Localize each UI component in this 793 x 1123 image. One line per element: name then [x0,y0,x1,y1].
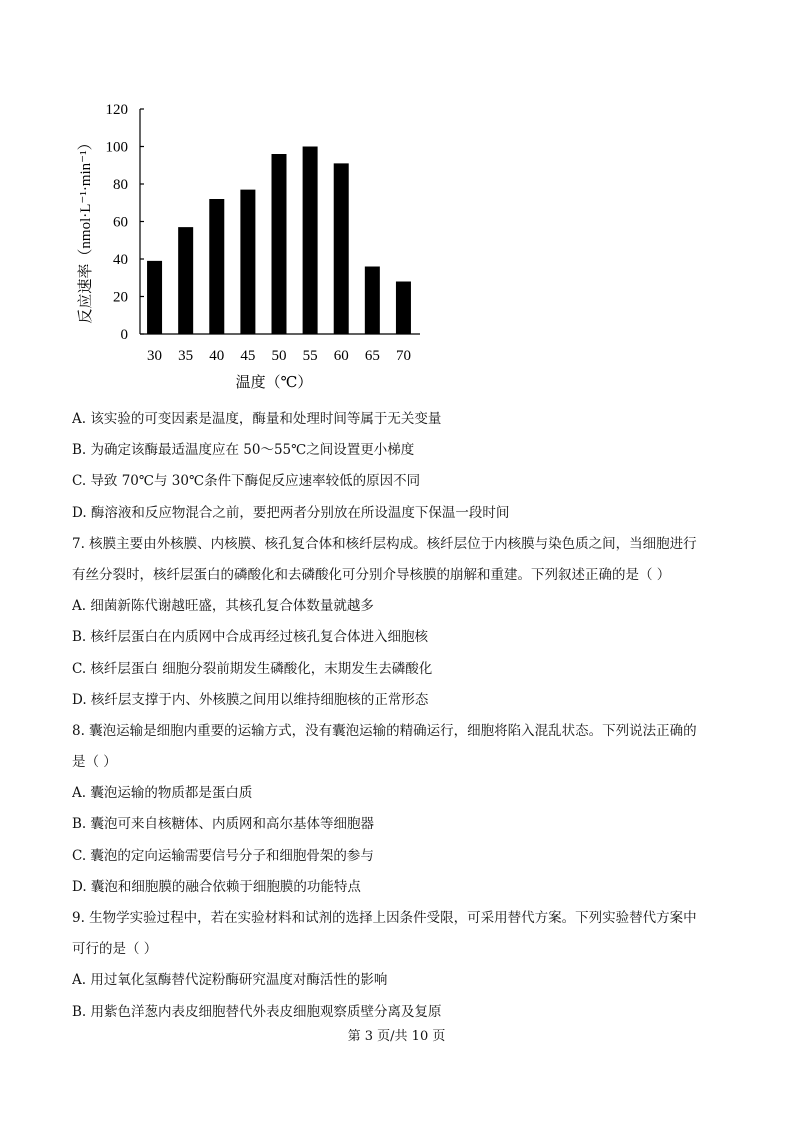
y-tick-label: 80 [113,177,128,193]
text-line: 9. 生物学实验过程中，若在实验材料和试剂的选择上因条件受限，可采用替代方案。下列实验替代方案中 [72,910,697,926]
bar [272,154,287,334]
y-tick-label: 40 [113,252,128,268]
y-tick-label: 120 [105,102,128,118]
question-text [72,404,732,1028]
text-line: A. 细菌新陈代谢越旺盛，其核孔复合体数量就越多 [72,598,374,615]
text-line: B. 囊泡可来自核糖体、内质网和高尔基体等细胞器 [72,816,375,833]
text-line: C. 囊泡的定向运输需要信号分子和细胞骨架的参与 [72,847,374,864]
text-line: C. 核纤层蛋白 细胞分裂前期发生磷酸化，末期发生去磷酸化 [72,660,433,677]
x-tick-label: 30 [147,348,163,364]
bar-chart [60,95,440,395]
bar [209,199,224,334]
bar-chart-svg [60,95,440,395]
text-line: 是（ ） [72,754,117,771]
y-tick-label: 20 [113,289,128,306]
text-line: 可行的是（ ） [72,941,158,958]
text-line: B. 核纤层蛋白在内质网中合成再经过核孔复合体进入细胞核 [72,629,429,646]
text-line: C. 导致 70℃与 30℃条件下酶促反应速率较低的原因不同 [72,473,421,490]
x-tick-label: 60 [333,348,349,364]
x-tick-label: 45 [240,348,256,364]
x-tick-label: 50 [271,348,287,364]
text-line: D. 核纤层支撑于内、外核膜之间用以维持细胞核的正常形态 [72,691,429,708]
y-axis-label: 反应速率（nmol·L⁻¹·min⁻¹） [78,135,94,324]
text-line: A. 用过氧化氢酶替代淀粉酶研究温度对酶活性的影响 [72,972,388,989]
page-footer: 第 3 页/共 10 页 [347,1029,446,1044]
text-line: 8. 囊泡运输是细胞内重要的运输方式，没有囊泡运输的精确运行，细胞将陷入混乱状态。下列说法正确的 [72,722,697,739]
bar [396,282,411,335]
text-line: 有丝分裂时，核纤层蛋白的磷酸化和去磷酸化可分别介导核膜的崩解和重建。下列叙述正确的是（ ） [72,566,671,583]
text-line: D. 囊泡和细胞膜的融合依赖于细胞膜的功能特点 [72,878,361,895]
y-tick-label: 60 [113,214,128,231]
text-line: D. 酶溶液和反应物混合之前，要把两者分别放在所设温度下保温一段时间 [72,504,510,521]
x-tick-label: 55 [302,348,318,364]
text-line: A. 囊泡运输的物质都是蛋白质 [72,785,253,802]
x-tick-label: 35 [178,348,194,364]
bar [303,147,318,335]
bar [240,190,255,334]
y-tick-label: 0 [120,327,128,343]
text-line: 7. 核膜主要由外核膜、内核膜、核孔复合体和核纤层构成。核纤层位于内核膜与染色质之间，当细胞进行 [72,535,697,552]
x-tick-label: 70 [395,348,411,364]
bar [334,163,349,334]
x-axis-label: 温度（℃） [235,375,313,391]
text-line: B. 用紫色洋葱内表皮细胞替代外表皮细胞观察质壁分离及复原 [72,1003,442,1020]
text-line: B. 为确定该酶最适温度应在 50～55℃之间设置更小梯度 [72,442,415,459]
x-tick-label: 65 [364,348,380,364]
y-tick-label: 100 [105,139,128,156]
bar [365,267,380,335]
text-line: A. 该实验的可变因素是温度，酶量和处理时间等属于无关变量 [72,411,442,427]
bar [178,227,193,334]
x-tick-label: 40 [209,348,225,364]
bar [147,261,162,334]
